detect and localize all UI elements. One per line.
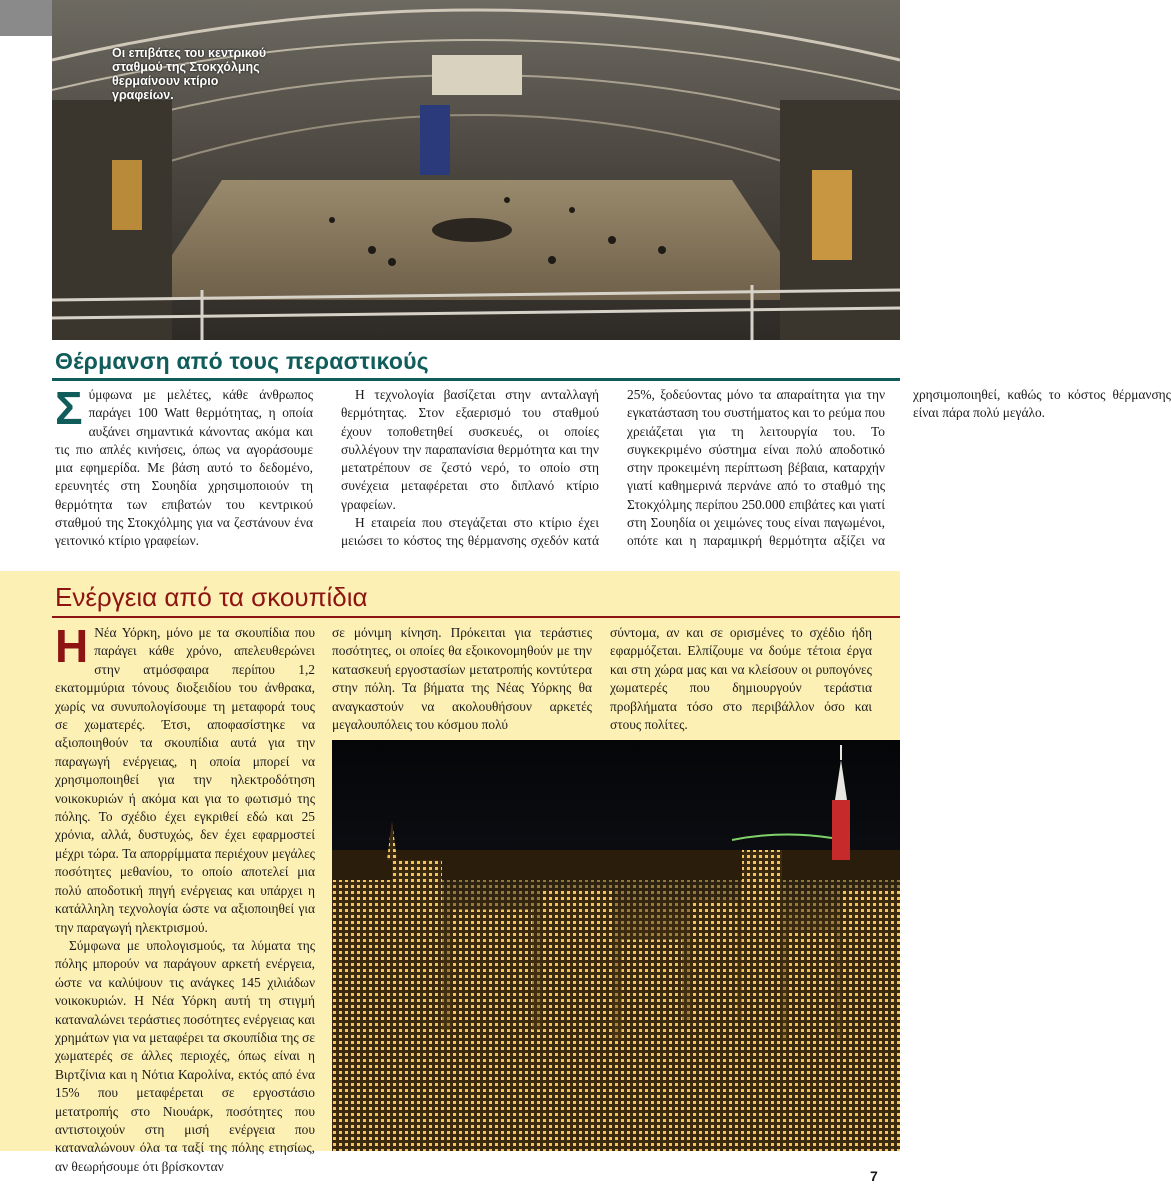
article2-column-2 — [332, 624, 592, 734]
page-number: 7 — [870, 1168, 878, 1184]
corner-tab — [0, 0, 52, 36]
article1-paragraph-2: Η τεχνολογία βασίζεται στην ανταλλαγή θερμότητας. Στον εξαερισμό του σταθμού έχουν τοποθετηθεί συσκευές, οι οποίες συλλέγουν την παραπανίσια θερμότητα και την μετατρέπουν σε ζεστό νερό, το οποίο στη συνέχεια μεταφέρεται στο διπλανό κτίριο γραφείων. — [341, 387, 599, 512]
article2-paragraph-2: Σύμφωνα με υπολογισμούς, τα λύματα της πόλης μπορούν να παράγουν αρκετή ενέργεια, ώστε να καλύψουν τις ανάγκες 145 χιλιάδων νοικοκυριών. Η Νέα Υόρκη αυτή τη στιγμή καταναλώνει τεράστιες ποσότητες ενέργειας και χρημάτων για να μεταφέρει τα σκουπίδια της σε χωματερές σε άλλες περιοχές, όπως είναι η Βιρτζίνια και η Νότια Καρολίνα, εκτός από ένα 15% που μεταφέρεται σε εργοστάσιο μετατροπής στο Νιουάρκ, ποσότητες που αντιστοιχούν στη μισή ενέργεια που καταναλώνουν όλα τα ταξί της πόλης ετησίως, αν θεωρήσουμε ότι βρίσκονταν — [55, 937, 315, 1174]
article2-paragraph-1-text: Νέα Υόρκη, μόνο με τα σκουπίδια που παράγει κάθε χρόνο, απελευθερώνει στην ατμόσφαιρα περίπου 1,2 εκατομμύρια τόνους διοξειδίου του άνθρακα, χωρίς να συνυπολογίσουμε τη μεταφορά τους σε χωματερές. Έτσι, αποφασίστηκε να αξιοποιηθούν τα σκουπίδια αυτά για την παραγωγή ενέργειας, η οποία μπορεί να χρησιμοποιηθεί για την ηλεκτροδότηση νοικοκυριών ή ακόμα και για το φωτισμό της πόλης. Το σχέδιο έχει εγκριθεί εδώ και 25 χρόνια, αλλά, δυστυχώς, δεν έχει εφαρμοστεί μέχρι τώρα. Τα απορρίμματα περιέχουν μεγάλες ποσότητες μεθανίου, το οποίο αποτελεί μια πολύ αποδοτική πηγή ενέργειας και υπάρχει η κατάλληλη τεχνολογία ώστε να αξιοποιηθεί για την παραγωγή ηλεκτρισμού. — [55, 625, 315, 935]
article2-column-3 — [610, 624, 872, 734]
article1-paragraph-3: Η εταιρεία που στεγάζεται στο κτίριο έχει μειώσει το κόστος της θέρμανσης σχεδόν κατά 25%, ξοδεύοντας μόνο τα απαραίτητα για την εγκατάσταση του συστήματος και το ρεύμα που χρειάζεται για τη λειτουργία του. Το συγκεκριμένο σύστημα είναι πολύ αποδοτικό στην προκειμένη περίπτωση βέβαια, καταρχήν γιατί καθημερινά περνάνε από το σταθμό της Στοκχόλμης περίπου 250.000 επιβάτες και γιατί στη Σουηδία οι χειμώνες τους είναι παγωμένοι, οπότε και η παραμικρή θερμότητα αξίζει να χρησιμοποιηθεί, καθώς το κόστος θέρμανσης είναι πάρα πολύ μεγάλο. — [341, 387, 1171, 549]
article1-title: Θέρμανση από τους περαστικούς — [55, 348, 429, 374]
article1-title-rule — [52, 378, 900, 381]
article2-paragraph-3: σε μόνιμη κίνηση. Πρόκειται για τεράστιες ποσότητες, οι οποίες θα εξοικονομηθούν με την κατασκευή εργοστασίων μετατροπής κοντύτερα στην πόλη. Τα βήματα της Νέας Υόρκης θα αναγκαστούν να ακολουθήσουν αρκετές μεγαλουπόλεις του κόσμου πολύ — [332, 625, 592, 733]
article1-paragraph-1-text: ύμφωνα με μελέτες, κάθε άνθρωπος παράγει 100 Watt θερμότητας, η οποία αυξάνει σημαντικά κάνοντας ακόμα και τις πιο απλές κινήσεις, όπως να αγοράσουμε μια εφημερίδα. Με βάση αυτό το δεδομένο, ερευνητές στη Σουηδία χρησιμοποιούν τη θερμότητα των επιβατών του κεντρικού σταθμού της Στοκχόλμης για να ζεστάνουν ένα γειτονικό κτίριο γραφείων. — [55, 387, 313, 549]
new-york-night-photo — [332, 740, 900, 1151]
article2-paragraph-1 — [55, 620, 315, 937]
article2-title-rule — [52, 616, 900, 618]
article1-paragraph-1 — [55, 382, 313, 551]
article1-body — [55, 382, 1171, 566]
article2-title: Ενέργεια από τα σκουπίδια — [55, 582, 368, 612]
article1-dropcap: Σ — [55, 382, 83, 434]
article2-column-1 — [55, 620, 315, 1176]
photo-caption: Οι επιβάτες του κεντρικού σταθμού της Στοκχόλμης θερμαίνουν κτίριο γραφείων. — [112, 46, 267, 102]
article2-dropcap: Η — [55, 620, 89, 672]
article2-paragraph-4: σύντομα, αν και σε ορισμένες το σχέδιο ήδη εφαρμόζεται. Ελπίζουμε να δούμε τέτοια έργα και στη χώρα μας και να κλείσουν οι ρυπογόνες χωματερές που δημιουργούν τεράστια προβλήματα τόσο στο περιβάλλον όσο και στους πολίτες. — [610, 625, 872, 733]
